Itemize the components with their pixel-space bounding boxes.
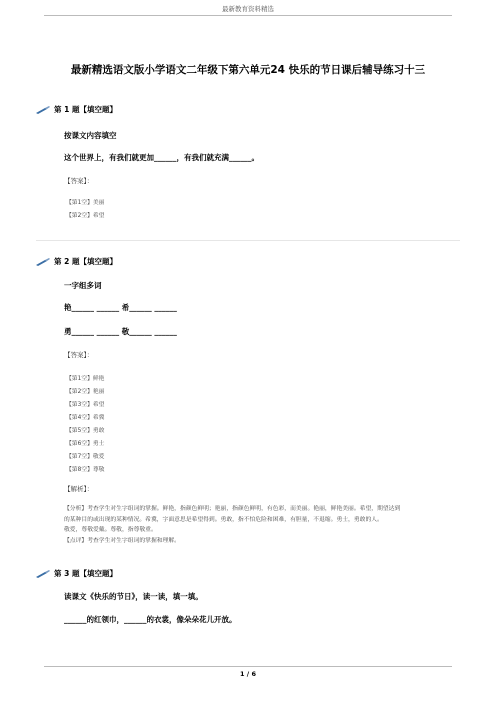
question-1-heading [36, 104, 117, 115]
question-3-heading [36, 568, 117, 579]
question-1-answer-2: 【第2空】希望 [66, 213, 105, 219]
question-2-answer-3: 【第3空】希望 [66, 402, 105, 408]
question-1-sentence: 这个世界上，有我们就更加______，有我们就充满______。 [64, 153, 259, 162]
analysis-line: 【分析】考查学生对生字组词的掌握。鲜艳，指颜色鲜明；艳丽，指颜色鲜明，有色彩，而美丽。艳丽，鲜艳美丽。希望，期望达到 [64, 506, 401, 512]
question-1-answer-1: 【第1空】美丽 [66, 200, 105, 206]
pen-icon [36, 570, 50, 578]
question-2-heading-text: 第 2 题【填空题】 [54, 257, 117, 266]
document-title: 最新精选语文版小学语文二年级下第六单元24 快乐的节日课后辅导练习十三 [70, 64, 426, 76]
question-2-row-2: 勇______ ______ 敬______ ______ [64, 327, 177, 336]
page-number: 1 / 6 [240, 670, 256, 678]
analysis-line: 敬爱，尊敬爱戴。尊敬，指尊敬重。 [64, 527, 157, 533]
question-3-sentence: ______的红领巾，______的衣裳，像朵朵花儿开放。 [64, 615, 237, 624]
header-divider [44, 15, 452, 16]
section-divider [36, 240, 460, 241]
question-2-answer-2: 【第2空】艳丽 [66, 389, 105, 395]
question-2-answer-4: 【第4空】希冀 [66, 415, 105, 421]
question-2-answer-label: 【答案】： [64, 351, 94, 359]
question-2-instruction: 一字组多词 [64, 281, 102, 290]
question-2-answer-8: 【第8空】尊敬 [66, 467, 105, 473]
question-2-answer-7: 【第7空】敬爱 [66, 454, 105, 460]
question-2-analysis-label: 【解析】： [64, 485, 94, 493]
pen-icon [36, 258, 50, 266]
footer-divider [44, 666, 452, 667]
analysis-line: 的某种目的或出现的某种情况。希冀，字面意思是希望得到。勇敢，指不怕危险和困难，有胆量，不退缩。勇士，勇敢的人。 [64, 516, 383, 523]
question-1-instruction: 按课文内容填空 [64, 131, 117, 140]
question-2-answer-5: 【第5空】勇敢 [66, 428, 105, 434]
question-1-heading-text: 第 1 题【填空题】 [54, 105, 117, 114]
question-2-answer-6: 【第6空】勇士 [66, 441, 105, 447]
question-3-instruction: 读课文《快乐的节日》，读一读，填一填。 [64, 592, 203, 601]
pen-icon [36, 106, 50, 114]
question-2-answer-1: 【第1空】鲜艳 [66, 376, 105, 382]
question-1-answer-label: 【答案】： [64, 177, 94, 185]
question-2-row-1: 艳______ ______ 希______ ______ [64, 303, 177, 312]
question-3-heading-text: 第 3 题【填空题】 [54, 569, 117, 578]
analysis-comment: 【点评】考查学生对生字组词的掌握和理解。 [64, 537, 180, 544]
page-header: 最新教育资料精选 [222, 5, 274, 13]
question-2-heading [36, 256, 117, 267]
question-2-analysis [64, 504, 458, 546]
